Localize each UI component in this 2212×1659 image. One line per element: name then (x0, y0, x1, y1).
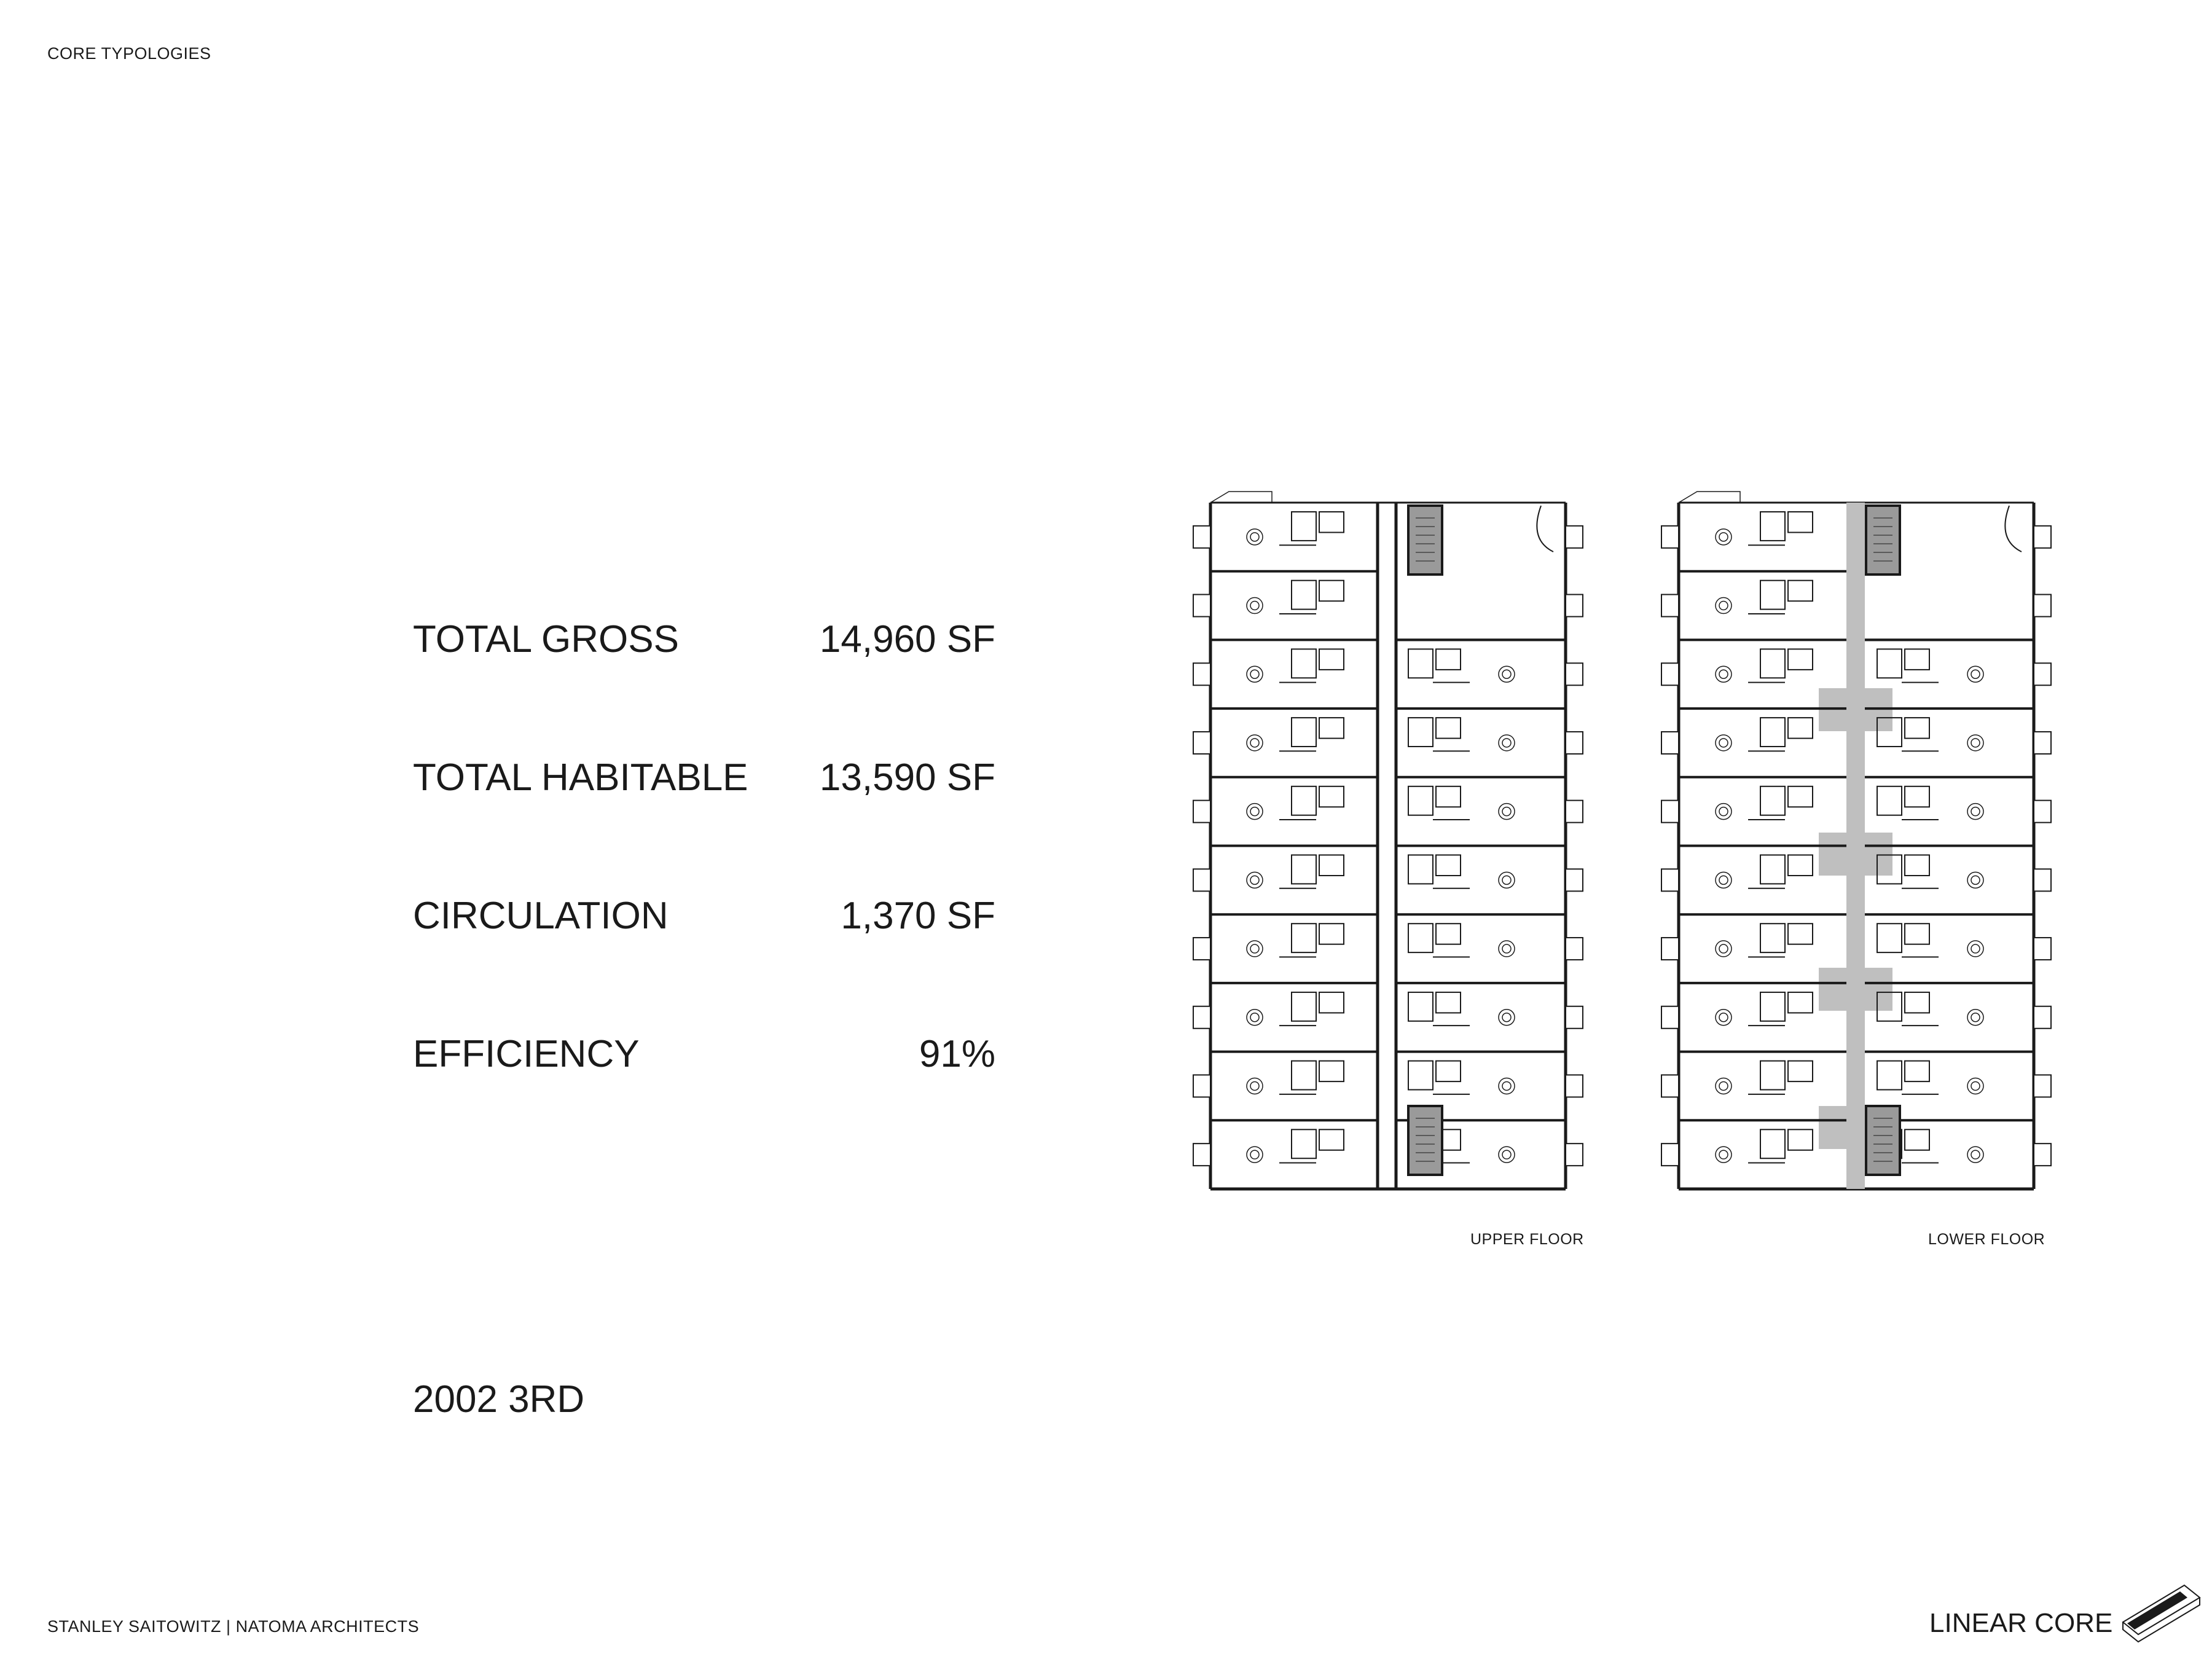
bathroom (1292, 855, 1316, 884)
bathroom (1760, 855, 1785, 884)
window-bay (1661, 1006, 1679, 1029)
fixture (1499, 872, 1515, 888)
fixture (1719, 1013, 1728, 1022)
window-bay (1193, 595, 1210, 617)
fixture (1971, 739, 1980, 747)
fixture (1502, 1081, 1511, 1090)
bathroom (1292, 512, 1316, 541)
stat-value-efficiency: 91% (919, 1033, 995, 1075)
closet (1788, 1061, 1813, 1082)
closet (1319, 924, 1344, 944)
fixture (1247, 529, 1263, 545)
bathroom (1408, 992, 1433, 1021)
window-bay (1661, 732, 1679, 754)
fixture (1247, 1078, 1263, 1094)
closet (1788, 581, 1813, 602)
window-bay (1661, 1143, 1679, 1166)
bathroom (1877, 786, 1902, 815)
closet (1788, 855, 1813, 876)
window-bay (2034, 1006, 2051, 1029)
fixture (1250, 1150, 1259, 1159)
fixture (1971, 807, 1980, 816)
bathroom (1877, 1061, 1902, 1090)
window-bay (2034, 1143, 2051, 1166)
fixture (1719, 739, 1728, 747)
fixture (1716, 598, 1732, 614)
fixture (1719, 602, 1728, 610)
closet (1319, 512, 1344, 533)
corridor-node (1819, 968, 1892, 1011)
fixture (1499, 666, 1515, 682)
closet (1905, 1129, 1929, 1150)
window-bay (1566, 1075, 1583, 1097)
fixture (1502, 1150, 1511, 1159)
fixture (1502, 876, 1511, 884)
fixture (1716, 941, 1732, 957)
fixture (1967, 666, 1983, 682)
fixture (1250, 944, 1259, 953)
fixture (1719, 944, 1728, 953)
closet (1319, 649, 1344, 670)
closet (1788, 1129, 1813, 1150)
closet (1319, 718, 1344, 739)
closet (1788, 992, 1813, 1013)
fixture (1971, 1081, 1980, 1090)
lower-floor-plan (1661, 492, 2051, 1189)
fixture (1247, 872, 1263, 888)
fixture (1250, 533, 1259, 541)
closet (1319, 581, 1344, 602)
fixture (1250, 1081, 1259, 1090)
fixture (1502, 739, 1511, 747)
closet (1436, 924, 1461, 944)
window-bay (1566, 1143, 1583, 1166)
stat-label-total-habitable: TOTAL HABITABLE (413, 756, 748, 799)
fixture (1250, 1013, 1259, 1022)
window-bay (1566, 801, 1583, 823)
closet (1905, 924, 1929, 944)
closet (1788, 924, 1813, 944)
window-bay (1566, 938, 1583, 960)
entry-canopy (1210, 492, 1272, 503)
closet (1905, 786, 1929, 807)
project-name: 2002 3RD (413, 1378, 585, 1421)
bathroom (1877, 649, 1902, 678)
bathroom (1760, 992, 1785, 1021)
upper-floor-caption: UPPER FLOOR (1470, 1231, 1584, 1248)
fixture (1719, 533, 1728, 541)
fixture (1247, 598, 1263, 614)
fixture (1247, 1010, 1263, 1026)
bathroom (1292, 1129, 1316, 1158)
closet (1788, 512, 1813, 533)
fixture (1247, 804, 1263, 820)
window-bay (1193, 1006, 1210, 1029)
stair (1866, 506, 1900, 575)
fixture (1971, 944, 1980, 953)
closet (1788, 718, 1813, 739)
bathroom (1760, 1061, 1785, 1090)
window-bay (2034, 869, 2051, 891)
fixture (1499, 941, 1515, 957)
bathroom (1760, 1129, 1785, 1158)
bathroom (1292, 1061, 1316, 1090)
fixture (1250, 739, 1259, 747)
closet (1436, 855, 1461, 876)
closet (1905, 855, 1929, 876)
bathroom (1292, 649, 1316, 678)
fixture (1499, 735, 1515, 751)
window-bay (1566, 595, 1583, 617)
window-bay (2034, 595, 2051, 617)
bathroom (1292, 581, 1316, 610)
window-bay (2034, 732, 2051, 754)
fixture (1971, 1150, 1980, 1159)
fixture (1502, 944, 1511, 953)
window-bay (2034, 801, 2051, 823)
fixture (1250, 876, 1259, 884)
bathroom (1408, 786, 1433, 815)
bathroom (1292, 786, 1316, 815)
fixture (1967, 872, 1983, 888)
corridor-node (1819, 833, 1892, 876)
bathroom (1760, 512, 1785, 541)
closet (1319, 1061, 1344, 1082)
fixture (1247, 1147, 1263, 1163)
bathroom (1292, 718, 1316, 747)
window-bay (1661, 526, 1679, 548)
stat-label-circulation: CIRCULATION (413, 895, 669, 937)
window-bay (1566, 663, 1583, 685)
fixture (1719, 1081, 1728, 1090)
window-bay (2034, 1075, 2051, 1097)
window-bay (1661, 801, 1679, 823)
fixture (1967, 804, 1983, 820)
window-bay (1661, 663, 1679, 685)
fixture (1719, 876, 1728, 884)
fixture (1967, 1010, 1983, 1026)
stat-label-total-gross: TOTAL GROSS (413, 618, 679, 661)
stair (1408, 1106, 1442, 1175)
footer-credits: STANLEY SAITOWITZ | NATOMA ARCHITECTS (47, 1617, 420, 1636)
closet (1788, 649, 1813, 670)
fixture (1250, 602, 1259, 610)
closet (1319, 786, 1344, 807)
fixture (1716, 666, 1732, 682)
footer-core-type: LINEAR CORE (1929, 1608, 2113, 1638)
window-bay (1566, 1006, 1583, 1029)
fixture (1247, 941, 1263, 957)
window-bay (2034, 663, 2051, 685)
fixture (1971, 1013, 1980, 1022)
fixture (1247, 666, 1263, 682)
stat-value-total-gross: 14,960 SF (819, 618, 995, 661)
bathroom (1408, 924, 1433, 952)
fixture (1971, 876, 1980, 884)
bathroom (1292, 992, 1316, 1021)
window-bay (1661, 1075, 1679, 1097)
closet (1905, 992, 1929, 1013)
closet (1436, 992, 1461, 1013)
fixture (1250, 670, 1259, 678)
lower-floor-caption: LOWER FLOOR (1928, 1231, 2045, 1248)
window-bay (1193, 526, 1210, 548)
bathroom (1408, 718, 1433, 747)
window-bay (1193, 1143, 1210, 1166)
fixture (1250, 807, 1259, 816)
fixture (1499, 804, 1515, 820)
closet (1905, 649, 1929, 670)
stair (1866, 1106, 1900, 1175)
window-bay (2034, 526, 2051, 548)
window-bay (1193, 1075, 1210, 1097)
fixture (1716, 872, 1732, 888)
stat-value-circulation: 1,370 SF (841, 895, 995, 937)
door-swing (1537, 506, 1553, 552)
bathroom (1408, 855, 1433, 884)
stair (1408, 506, 1442, 575)
fixture (1716, 1078, 1732, 1094)
fixture (1971, 670, 1980, 678)
window-bay (1193, 869, 1210, 891)
closet (1319, 992, 1344, 1013)
fixture (1502, 1013, 1511, 1022)
fixture (1716, 804, 1732, 820)
fixture (1967, 1078, 1983, 1094)
fixture (1716, 735, 1732, 751)
window-bay (1193, 663, 1210, 685)
bathroom (1760, 718, 1785, 747)
fixture (1502, 807, 1511, 816)
door-swing (2005, 506, 2022, 552)
fixture (1716, 1010, 1732, 1026)
stat-label-efficiency: EFFICIENCY (413, 1033, 640, 1075)
bathroom (1292, 924, 1316, 952)
fixture (1719, 1150, 1728, 1159)
closet (1436, 718, 1461, 739)
bathroom (1408, 649, 1433, 678)
fixture (1716, 1147, 1732, 1163)
closet (1905, 718, 1929, 739)
closet (1319, 1129, 1344, 1150)
fixture (1716, 529, 1732, 545)
window-bay (2034, 938, 2051, 960)
fixture (1247, 735, 1263, 751)
closet (1905, 1061, 1929, 1082)
fixture (1502, 670, 1511, 678)
window-bay (1661, 595, 1679, 617)
fixture (1499, 1147, 1515, 1163)
bathroom (1877, 924, 1902, 952)
linear-core-icon (2123, 1585, 2200, 1642)
closet (1436, 649, 1461, 670)
bathroom (1760, 649, 1785, 678)
window-bay (1193, 732, 1210, 754)
closet (1788, 786, 1813, 807)
entry-canopy (1679, 492, 1740, 503)
closet (1319, 855, 1344, 876)
bathroom (1760, 786, 1785, 815)
window-bay (1566, 869, 1583, 891)
fixture (1499, 1010, 1515, 1026)
fixture (1967, 941, 1983, 957)
window-bay (1661, 938, 1679, 960)
bathroom (1408, 1061, 1433, 1090)
stat-value-total-habitable: 13,590 SF (819, 756, 995, 799)
window-bay (1193, 801, 1210, 823)
window-bay (1661, 869, 1679, 891)
window-bay (1566, 526, 1583, 548)
fixture (1499, 1078, 1515, 1094)
section-label: CORE TYPOLOGIES (47, 44, 211, 63)
fixture (1719, 807, 1728, 816)
bathroom (1760, 581, 1785, 610)
upper-floor-plan (1193, 492, 1583, 1189)
window-bay (1193, 938, 1210, 960)
fixture (1967, 735, 1983, 751)
bathroom (1760, 924, 1785, 952)
closet (1436, 1061, 1461, 1082)
closet (1436, 786, 1461, 807)
fixture (1967, 1147, 1983, 1163)
fixture (1719, 670, 1728, 678)
window-bay (1566, 732, 1583, 754)
